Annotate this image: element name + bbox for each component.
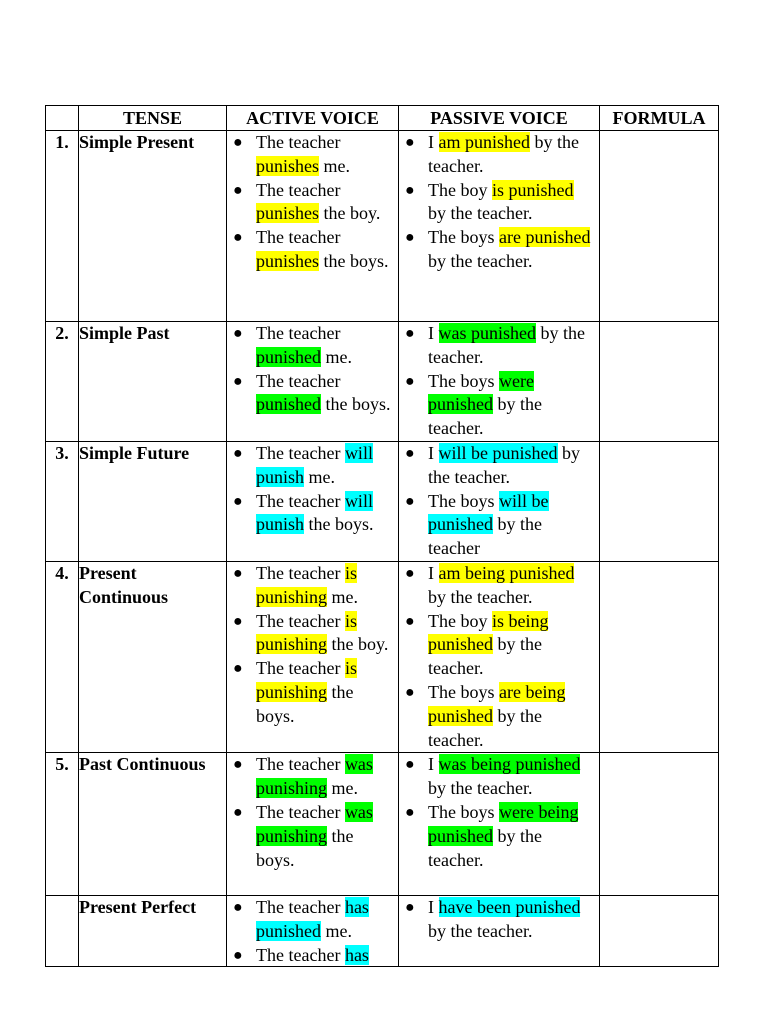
passive-voice-cell-inner <box>399 442 599 561</box>
bullet-icon: ● <box>233 444 243 462</box>
header-formula: FORMULA <box>600 106 719 131</box>
bullet-icon: ● <box>233 492 243 510</box>
bullet-icon: ● <box>405 492 415 510</box>
highlighted-verb: were punished <box>428 370 534 415</box>
row-number: 2. <box>46 322 79 442</box>
sentence-subject: The boy <box>428 179 492 200</box>
sentence-rest: me. <box>321 921 352 942</box>
sentence-subject: The teacher <box>256 562 345 583</box>
highlighted-verb: was punishing <box>256 801 373 846</box>
example-sentence <box>227 944 398 966</box>
highlighted-verb: have been punished <box>438 897 581 918</box>
example-sentence <box>399 801 599 872</box>
example-sentence <box>227 226 398 274</box>
sentence-rest: the boy. <box>319 203 381 224</box>
highlighted-verb: punishes <box>256 155 319 176</box>
active-voice-cell-inner <box>227 896 398 966</box>
tense-name: Past Continuous <box>79 753 227 896</box>
example-sentence <box>399 896 599 944</box>
highlighted-verb: am being punished <box>438 562 575 583</box>
bullet-icon: ● <box>405 229 415 247</box>
sentence-rest: by the teacher. <box>428 203 533 224</box>
bullet-icon: ● <box>233 946 243 964</box>
active-voice-cell-inner <box>227 131 398 274</box>
table-body <box>46 131 719 967</box>
active-voice-cell-inner <box>227 562 398 729</box>
example-sentence <box>399 442 599 490</box>
bullet-icon: ● <box>233 134 243 151</box>
table-row <box>46 322 719 442</box>
sentence-rest: by the teacher. <box>428 778 533 799</box>
header-passive-voice: PASSIVE VOICE <box>399 106 600 131</box>
sentence-subject: I <box>428 323 439 343</box>
passive-voice-cell <box>399 131 600 322</box>
sentence-subject: The boys <box>428 801 499 822</box>
highlighted-verb: will punish <box>256 490 373 535</box>
sentence-subject: The boys <box>428 490 499 511</box>
sentence-rest: by the teacher. <box>428 394 542 439</box>
formula-cell <box>600 441 719 561</box>
row-number <box>46 896 79 967</box>
bullet-icon: ● <box>405 372 415 390</box>
sentence-subject: The teacher <box>256 227 341 248</box>
passive-voice-cell <box>399 753 600 896</box>
sentence-subject: The teacher <box>256 370 341 391</box>
passive-example-list <box>399 562 599 752</box>
bullet-icon: ● <box>405 683 415 701</box>
highlighted-verb: was being punished <box>438 754 581 775</box>
bullet-icon: ● <box>405 803 415 821</box>
example-sentence <box>227 370 398 418</box>
passive-voice-cell-inner <box>399 896 599 966</box>
sentence-subject: The boys <box>428 370 499 391</box>
example-sentence <box>399 131 599 179</box>
sentence-rest: the boys. <box>304 514 374 535</box>
sentence-subject: The teacher <box>256 658 345 679</box>
example-sentence <box>399 370 599 441</box>
formula-cell <box>600 753 719 896</box>
highlighted-verb: punished <box>256 394 321 415</box>
bullet-icon: ● <box>405 899 415 917</box>
table-row <box>46 441 719 561</box>
active-example-list <box>227 322 398 417</box>
highlighted-verb: has <box>344 944 369 965</box>
active-voice-cell-inner <box>227 442 398 537</box>
sentence-subject: The teacher <box>256 442 345 463</box>
highlighted-verb: is punishing <box>256 610 357 655</box>
active-example-list <box>227 562 398 729</box>
sentence-rest: by the teacher. <box>428 634 542 679</box>
sentence-subject: The teacher <box>256 897 345 918</box>
sentence-subject: The teacher <box>256 323 341 343</box>
sentence-rest: by the teacher. <box>428 825 542 870</box>
table-row <box>46 753 719 896</box>
header-tense: TENSE <box>79 106 227 131</box>
sentence-rest: by the teacher. <box>428 442 580 487</box>
sentence-subject: The teacher <box>256 132 341 152</box>
example-sentence <box>227 179 398 227</box>
example-sentence <box>399 753 599 801</box>
sentence-rest: by the teacher. <box>428 705 542 750</box>
highlighted-verb: is punished <box>491 179 574 200</box>
sentence-subject: The boys <box>428 681 499 702</box>
row-number: 4. <box>46 561 79 752</box>
passive-voice-cell <box>399 322 600 442</box>
example-sentence <box>227 490 398 538</box>
sentence-subject: The teacher <box>256 610 345 631</box>
bullet-icon: ● <box>233 899 243 917</box>
example-sentence <box>227 657 398 728</box>
header-active-voice: ACTIVE VOICE <box>227 106 399 131</box>
bullet-icon: ● <box>233 325 243 342</box>
example-sentence <box>227 322 398 370</box>
highlighted-verb: was punishing <box>256 754 373 799</box>
row-number: 3. <box>46 441 79 561</box>
active-voice-cell <box>227 322 399 442</box>
passive-voice-cell-inner <box>399 562 599 752</box>
example-sentence <box>227 131 398 179</box>
formula-cell <box>600 131 719 322</box>
passive-voice-cell-inner <box>399 322 599 441</box>
tense-name: Simple Present <box>79 131 227 322</box>
passive-voice-cell <box>399 561 600 752</box>
bullet-icon: ● <box>405 325 415 342</box>
passive-example-list <box>399 131 599 274</box>
sentence-rest: me. <box>327 778 359 799</box>
active-voice-cell <box>227 753 399 896</box>
sentence-rest: the boy. <box>327 634 389 655</box>
passive-voice-cell-inner <box>399 753 599 872</box>
highlighted-verb: is being punished <box>428 610 549 655</box>
sentence-subject: The teacher <box>256 944 345 965</box>
sentence-subject: The teacher <box>256 754 345 775</box>
table-row <box>46 561 719 752</box>
sentence-rest: me. <box>321 346 352 367</box>
example-sentence <box>227 610 398 658</box>
active-voice-cell <box>227 441 399 561</box>
example-sentence <box>227 753 398 801</box>
row-number: 1. <box>46 131 79 322</box>
active-voice-cell <box>227 131 399 322</box>
tense-name: Simple Future <box>79 441 227 561</box>
bullet-icon: ● <box>405 181 415 199</box>
sentence-rest: the boys. <box>256 681 354 726</box>
sentence-rest: the boys. <box>321 394 391 415</box>
highlighted-verb: punished <box>256 346 321 367</box>
passive-example-list <box>399 896 599 944</box>
example-sentence <box>227 896 398 944</box>
example-sentence <box>399 226 599 274</box>
example-sentence <box>399 490 599 561</box>
highlighted-verb: is punishing <box>256 562 357 607</box>
example-sentence <box>227 562 398 610</box>
active-voice-cell-inner <box>227 322 398 417</box>
table-row <box>46 131 719 322</box>
active-example-list <box>227 442 398 537</box>
bullet-icon: ● <box>233 372 243 390</box>
sentence-rest: me. <box>327 586 359 607</box>
bullet-icon: ● <box>405 756 415 774</box>
sentence-subject: The teacher <box>256 801 345 822</box>
sentence-rest: by the teacher <box>428 514 542 559</box>
example-sentence <box>399 179 599 227</box>
passive-voice-cell <box>399 896 600 967</box>
example-sentence <box>399 610 599 681</box>
voice-table <box>45 105 719 967</box>
passive-example-list <box>399 322 599 441</box>
highlighted-verb: will be punished <box>438 442 558 463</box>
bullet-icon: ● <box>405 612 415 630</box>
formula-cell <box>600 561 719 752</box>
highlighted-verb: punishes <box>256 203 319 224</box>
row-number: 5. <box>46 753 79 896</box>
tense-name: Present Perfect <box>79 896 227 967</box>
passive-voice-cell <box>399 441 600 561</box>
highlighted-verb: are being punished <box>428 681 566 726</box>
table-row <box>46 896 719 967</box>
sentence-rest: by the teacher. <box>428 323 585 367</box>
bullet-icon: ● <box>405 134 415 151</box>
passive-voice-cell-inner <box>399 131 599 274</box>
example-sentence <box>227 442 398 490</box>
bullet-icon: ● <box>233 660 243 678</box>
formula-cell <box>600 322 719 442</box>
sentence-subject: I <box>428 442 439 463</box>
active-voice-cell-inner <box>227 753 398 872</box>
sentence-rest: the boys. <box>256 825 354 870</box>
sentence-subject: The teacher <box>256 179 341 200</box>
header-num <box>46 106 79 131</box>
highlighted-verb: has punished <box>256 897 369 942</box>
highlighted-verb: am punished <box>438 132 530 152</box>
sentence-rest: by the teacher. <box>428 132 579 176</box>
bullet-icon: ● <box>233 612 243 630</box>
bullet-icon: ● <box>405 564 415 582</box>
bullet-icon: ● <box>233 803 243 821</box>
sentence-rest: by the teacher. <box>428 586 533 607</box>
example-sentence <box>399 681 599 752</box>
sentence-subject: The boy <box>428 610 492 631</box>
active-example-list <box>227 896 398 966</box>
active-voice-cell <box>227 896 399 967</box>
highlighted-verb: punishes <box>256 250 319 271</box>
tense-name: Present Continuous <box>79 561 227 752</box>
bullet-icon: ● <box>233 181 243 199</box>
sentence-rest: by the teacher. <box>428 250 533 271</box>
highlighted-verb: were being punished <box>428 801 579 846</box>
sentence-rest: me. <box>304 466 336 487</box>
tense-name: Simple Past <box>79 322 227 442</box>
sentence-subject: I <box>428 132 439 152</box>
highlighted-verb: are punished <box>499 227 591 248</box>
bullet-icon: ● <box>405 444 415 462</box>
sentence-subject: I <box>428 562 439 583</box>
passive-example-list <box>399 442 599 561</box>
highlighted-verb: will be punished <box>428 490 549 535</box>
bullet-icon: ● <box>233 564 243 582</box>
highlighted-verb: was punished <box>438 323 536 343</box>
passive-example-list <box>399 753 599 872</box>
example-sentence <box>399 322 599 370</box>
bullet-icon: ● <box>233 229 243 247</box>
sentence-subject: The boys <box>428 227 499 248</box>
sentence-rest: the boys. <box>319 250 389 271</box>
sentence-subject: I <box>428 897 439 918</box>
active-voice-cell <box>227 561 399 752</box>
sentence-rest: me. <box>319 155 350 176</box>
active-example-list <box>227 753 398 872</box>
sentence-rest: by the teacher. <box>428 921 533 942</box>
highlighted-verb: will punish <box>256 442 373 487</box>
formula-cell <box>600 896 719 967</box>
header-row <box>46 106 719 131</box>
bullet-icon: ● <box>233 756 243 774</box>
sentence-subject: The teacher <box>256 490 345 511</box>
sentence-subject: I <box>428 754 439 775</box>
example-sentence <box>227 801 398 872</box>
active-example-list <box>227 131 398 274</box>
example-sentence <box>399 562 599 610</box>
highlighted-verb: is punishing <box>256 658 357 702</box>
